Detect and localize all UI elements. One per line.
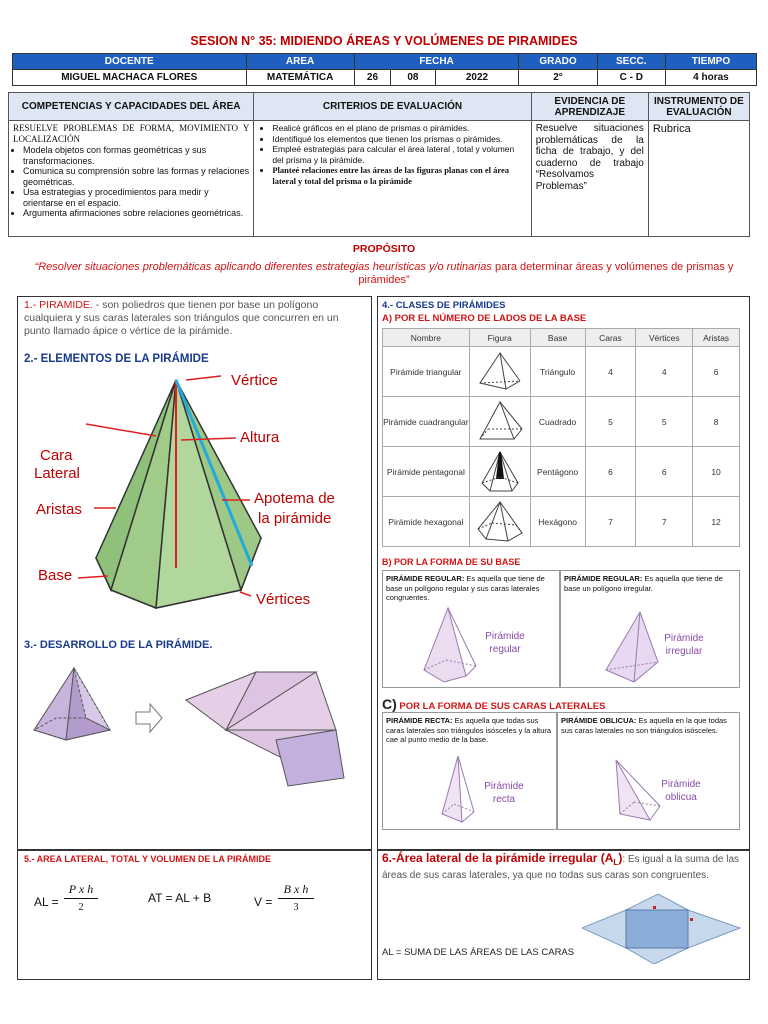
row-vertices: 7	[636, 497, 693, 547]
row-nombre: Pirámide hexagonal	[383, 497, 470, 547]
proposito-text	[30, 261, 738, 287]
table-column-header: Vértices	[636, 329, 693, 347]
sec6-text	[382, 852, 744, 882]
table-column-header: Caras	[585, 329, 636, 347]
competencias-cell	[9, 121, 254, 237]
recta-text: Es aquella que todas sus caras laterales son triángulos isósceles y la altura cae al punto medio de la base.	[386, 716, 552, 744]
regular-label	[485, 630, 525, 656]
oblicua-label	[658, 778, 704, 804]
regular-text: Es aquella que tiene de base un polígono regular y sus caras laterales congruentes.	[386, 574, 545, 602]
sec1-text	[24, 299, 364, 338]
label-apotema-1: Apotema de	[254, 490, 335, 507]
recta-label-2: recta	[492, 794, 516, 805]
criterio-item: • Identifiqué los elementos que tienen los prismas o pirámides.	[272, 134, 526, 145]
proposito-normal: para determinar áreas y volúmenes de prismas y pirámides”	[358, 261, 734, 286]
row-figura	[469, 397, 530, 447]
oblicua-title: PIRÁMIDE OBLICUA:	[561, 716, 637, 725]
hexagonal-pyramid-icon	[472, 499, 528, 543]
comp-header: INSTRUMENTO DE EVALUACIÓN	[648, 93, 749, 121]
header-label: SECC.	[597, 54, 665, 70]
row-caras: 7	[585, 497, 636, 547]
sec4-c-title	[382, 696, 605, 712]
instrumento-cell: Rubrica	[648, 121, 749, 237]
header-value: C - D	[597, 70, 665, 86]
sec1-body: - son poliedros que tienen por base un polígono cualquiera y sus caras laterales son triángulos que concurren en un punto llamado ápice o vértice de la pirámide.	[24, 299, 339, 337]
row-figura	[469, 497, 530, 547]
oblicua-text: Es aquella en la que todas sus caras laterales no son triángulos isósceles.	[561, 716, 727, 735]
irregular-net-figure	[582, 894, 742, 964]
regular-pyramid-figure	[416, 606, 486, 686]
sec4-title: 4.- CLASES DE PIRÁMIDES	[382, 300, 506, 311]
header-value: MIGUEL MACHACA FLORES	[13, 70, 247, 86]
v-lhs: V =	[254, 895, 273, 909]
sec6-title-sub: L	[613, 858, 619, 867]
sec4-c-letter: C)	[382, 696, 397, 712]
row-vertices: 4	[636, 347, 693, 397]
irregular-text: Es aquella que tiene de base un polígono irregular.	[564, 574, 723, 593]
pyramid-elements-figure	[26, 368, 370, 613]
sec6-title-end: )	[618, 851, 623, 865]
header-value: MATEMÁTICA	[246, 70, 354, 86]
pentagonal-pyramid-icon	[472, 449, 528, 493]
comp-header: CRITERIOS DE EVALUACIÓN	[254, 93, 531, 121]
evidencia-cell: Resuelve situaciones problemáticas de la ficha de trabajo, y del cuaderno de trabajo “Resolvamos Problemas”	[531, 121, 648, 237]
row-vertices: 6	[636, 447, 693, 497]
sec5-title: 5.- AREA LATERAL, TOTAL Y VOLUMEN DE LA PIRÁMIDE	[24, 854, 272, 864]
row-aristas: 6	[693, 347, 740, 397]
label-altura: Altura	[240, 429, 280, 446]
criterio-item: • Realicé gráficos en el plano de prismas o pirámides.	[272, 123, 526, 134]
header-label: TIEMPO	[665, 54, 756, 70]
table-column-header: Figura	[469, 329, 530, 347]
proposito-title: PROPÓSITO	[352, 243, 416, 255]
table-column-header: Nombre	[383, 329, 470, 347]
recta-label	[484, 780, 524, 806]
header-label: AREA	[246, 54, 354, 70]
al-numerator: P x h	[68, 882, 94, 896]
sec2-title: 2.- ELEMENTOS DE LA PIRÁMIDE	[24, 353, 209, 365]
pyramid-classes-table	[382, 328, 740, 547]
irregular-title: PIRÁMIDE REGULAR:	[564, 574, 643, 583]
regular-label-2: regular	[489, 644, 521, 655]
v-denominator: 3	[293, 902, 299, 913]
al-denominator: 2	[78, 902, 84, 913]
row-caras: 4	[585, 347, 636, 397]
row-caras: 6	[585, 447, 636, 497]
al-lhs: AL =	[34, 895, 59, 909]
formulas	[34, 882, 364, 926]
row-base: Triángulo	[530, 347, 585, 397]
irregular-label	[662, 632, 706, 658]
label-apotema-2: la pirámide	[258, 510, 332, 527]
header-label: DOCENTE	[13, 54, 247, 70]
capacidad-item: • Argumenta afirmaciones sobre relaciones geométricas.	[23, 208, 249, 219]
sec6-formula: AL = SUMA DE LAS ÁREAS DE LAS CARAS	[382, 947, 575, 958]
row-figura	[469, 347, 530, 397]
irregular-label-2: irregular	[665, 646, 703, 657]
table-column-header: Base	[530, 329, 585, 347]
header-label: FECHA	[354, 54, 519, 70]
label-lateral: Lateral	[34, 465, 80, 482]
triangular-pyramid-icon	[472, 349, 528, 393]
header-value: 2°	[519, 70, 597, 86]
row-figura	[469, 447, 530, 497]
label-cara: Cara	[40, 447, 73, 464]
row-base: Cuadrado	[530, 397, 585, 447]
irregular-label-1: Pirámide	[664, 633, 704, 644]
header-value: 08	[391, 70, 435, 86]
sec6-body: : Es igual a la suma de las áreas de sus caras laterales, ya que no todas sus caras son congruentes.	[382, 854, 740, 881]
sec6-title: 6.-Área lateral de la pirámide irregular (A	[382, 851, 614, 865]
sec3-title: 3.- DESARROLLO DE LA PIRÁMIDE.	[24, 639, 213, 651]
regular-label-1: Pirámide	[485, 631, 525, 642]
row-vertices: 5	[636, 397, 693, 447]
oblicua-label-1: Pirámide	[661, 779, 701, 790]
comp-header: EVIDENCIA DE APRENDIZAJE	[531, 93, 648, 121]
v-numerator: B x h	[283, 882, 309, 896]
table-row	[383, 497, 740, 547]
pyramid-net-figure	[26, 660, 366, 790]
table-row	[383, 397, 740, 447]
row-nombre: Pirámide cuadrangular	[383, 397, 470, 447]
row-nombre: Pirámide pentagonal	[383, 447, 470, 497]
header-value: 4 horas	[665, 70, 756, 86]
label-aristas: Aristas	[36, 501, 82, 518]
recta-label-1: Pirámide	[484, 781, 524, 792]
comp-header: COMPETENCIAS Y CAPACIDADES DEL ÁREA	[9, 93, 254, 121]
competencia-text: RESUELVE PROBLEMAS DE FORMA, MOVIMIENTO Y LOCALIZACIÓN	[13, 123, 250, 144]
criterio-item: • Planteé relaciones entre las áreas de las figuras planas con el área lateral y total del prisma o la pirámide	[272, 165, 526, 186]
square-pyramid-icon	[472, 399, 528, 443]
row-base: Pentágono	[530, 447, 585, 497]
sec4-c-title-text: POR LA FORMA DE SUS CARAS LATERALES	[396, 701, 606, 712]
row-aristas: 12	[693, 497, 740, 547]
competencias-table	[8, 92, 750, 237]
recta-title: PIRÁMIDE RECTA:	[386, 716, 453, 725]
row-caras: 5	[585, 397, 636, 447]
capacidad-item: • Modela objetos con formas geométricas y sus transformaciones.	[23, 145, 249, 166]
at-formula: AT = AL + B	[148, 891, 212, 905]
row-aristas: 10	[693, 447, 740, 497]
header-value: 26	[354, 70, 391, 86]
criterio-item: • Empleé estrategias para calcular el área lateral , total y volumen del prisma y la pirámide.	[272, 144, 526, 165]
proposito-italic: “Resolver situaciones problemáticas aplicando diferentes estrategias heurísticas y/o rutinarias	[34, 261, 492, 273]
row-aristas: 8	[693, 397, 740, 447]
recta-pyramid-figure	[432, 754, 482, 826]
regular-title: PIRÁMIDE REGULAR:	[386, 574, 465, 583]
criterios-cell	[254, 121, 531, 237]
sec4-a-title-text: A) POR EL NÚMERO DE LADOS DE LA BASE	[382, 313, 587, 324]
label-vertices: Vértices	[256, 591, 311, 608]
capacidad-item: • Comunica su comprensión sobre las formas y relaciones geométricas.	[23, 166, 249, 187]
irregular-pyramid-figure	[600, 610, 670, 686]
sec1-title: 1.- PIRAMIDE.	[24, 299, 93, 311]
sec4-b-title-text: B) POR LA FORMA DE SU BASE	[382, 557, 521, 567]
row-base: Hexágono	[530, 497, 585, 547]
row-nombre: Pirámide triangular	[383, 347, 470, 397]
oblicua-label-2: oblicua	[665, 792, 697, 803]
sec4-a-title	[382, 313, 586, 324]
header-label: GRADO	[519, 54, 597, 70]
sec4-b-title	[382, 557, 520, 567]
table-row	[383, 447, 740, 497]
header-value: 2022	[435, 70, 519, 86]
capacidad-item: • Usa estrategias y procedimientos para medir y orientarse en el espacio.	[23, 187, 249, 208]
table-column-header: Aristas	[693, 329, 740, 347]
page-title: SESION N° 35: MIDIENDO ÁREAS Y VOLÚMENES DE PIRAMIDES	[190, 34, 578, 48]
session-header-table	[12, 53, 757, 86]
label-base: Base	[38, 567, 73, 584]
label-vertice: Vértice	[231, 372, 278, 389]
table-row	[383, 347, 740, 397]
